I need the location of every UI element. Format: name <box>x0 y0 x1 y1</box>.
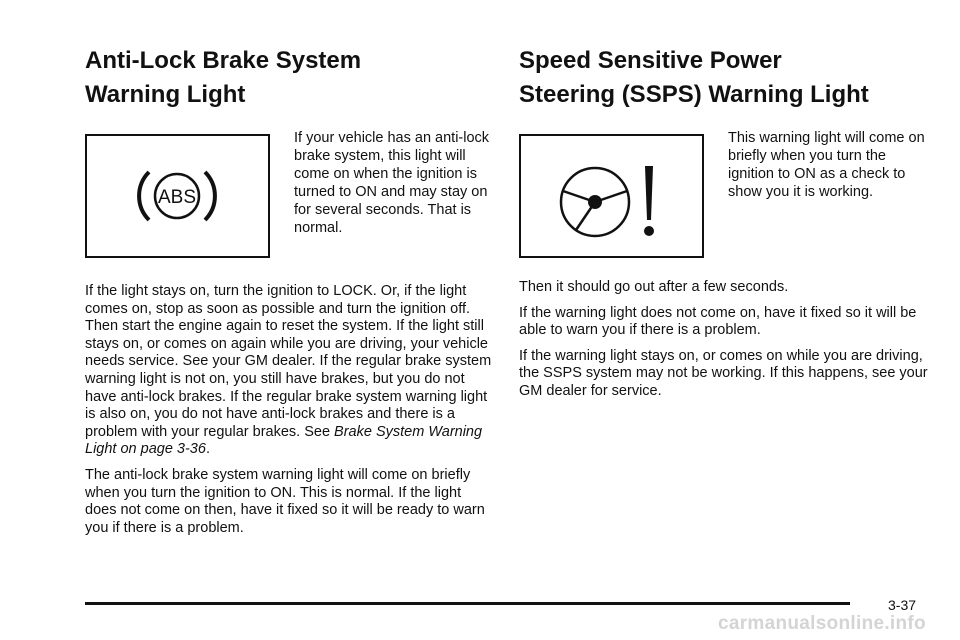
ssps-title-line1: Speed Sensitive Power <box>519 47 782 74</box>
page-number: 3-37 <box>888 597 917 613</box>
ssps-title-line2: Steering (SSPS) Warning Light <box>519 81 869 108</box>
abs-paragraph-2: The anti-lock brake system warning light will come on briefly when you turn the ignition to ON. This is normal. If the light does not come on then, have it fixed so it will be ready to warn you if there is a problem. <box>85 466 485 536</box>
ssps-icon-box <box>519 134 704 258</box>
abs-title-line1: Anti-Lock Brake System <box>85 47 362 74</box>
steering-wheel-exclamation-icon <box>521 136 702 256</box>
ssps-paragraph-1: Then it should go out after a few seconds. <box>519 279 789 295</box>
abs-title-line2: Warning Light <box>85 81 246 108</box>
abs-paragraph-1 <box>85 283 495 459</box>
abs-paragraph-1-text: If the light stays on, turn the ignition to LOCK. Or, if the light comes on, stop as soon as possible and turn the ignition off. Then start the engine again to reset the system. If the light still stays on, or comes on again while you are driving, your vehicle needs service. See your GM dealer. If the regular brake system warning light is not on, you still have brakes, but you do not have anti-lock brakes. If the regular brake system warning light is also on, you do not have anti-lock brakes and there is a problem with your regular brakes. See <box>85 283 492 440</box>
abs-section <box>85 44 495 545</box>
footer-rule <box>85 602 850 605</box>
abs-icon-label: ABS <box>157 187 197 208</box>
abs-icon-row <box>85 129 495 257</box>
ssps-section <box>519 44 929 409</box>
ssps-body <box>519 279 929 401</box>
abs-side-paragraph: If your vehicle has an anti-lock brake system, this light will come on when the ignition is turned to ON and may stay on for several seconds. That is normal. <box>294 130 490 236</box>
abs-icon-box <box>85 134 270 258</box>
ssps-title <box>519 44 929 112</box>
ssps-side-paragraph: This warning light will come on briefly when you turn the ignition to ON as a check to show you it is working. <box>728 130 925 200</box>
ssps-side-text <box>728 129 928 201</box>
abs-warning-icon <box>87 136 268 256</box>
abs-side-text <box>294 129 494 237</box>
abs-title <box>85 44 495 112</box>
ssps-paragraph-3: If the warning light stays on, or comes on while you are driving, the SSPS system may not be working. If this happens, see your GM dealer for service. <box>519 347 928 399</box>
abs-paragraph-1-end: . <box>205 441 210 458</box>
ssps-icon-row <box>519 129 929 257</box>
watermark: carmanualsonline.info <box>718 613 926 634</box>
brake-warning-xref-link[interactable]: Brake System Warning Light on page 3-36 <box>85 423 483 458</box>
abs-body <box>85 283 495 537</box>
ssps-paragraph-2: If the warning light does not come on, have it fixed so it will be able to warn you if there is a problem. <box>519 304 917 339</box>
